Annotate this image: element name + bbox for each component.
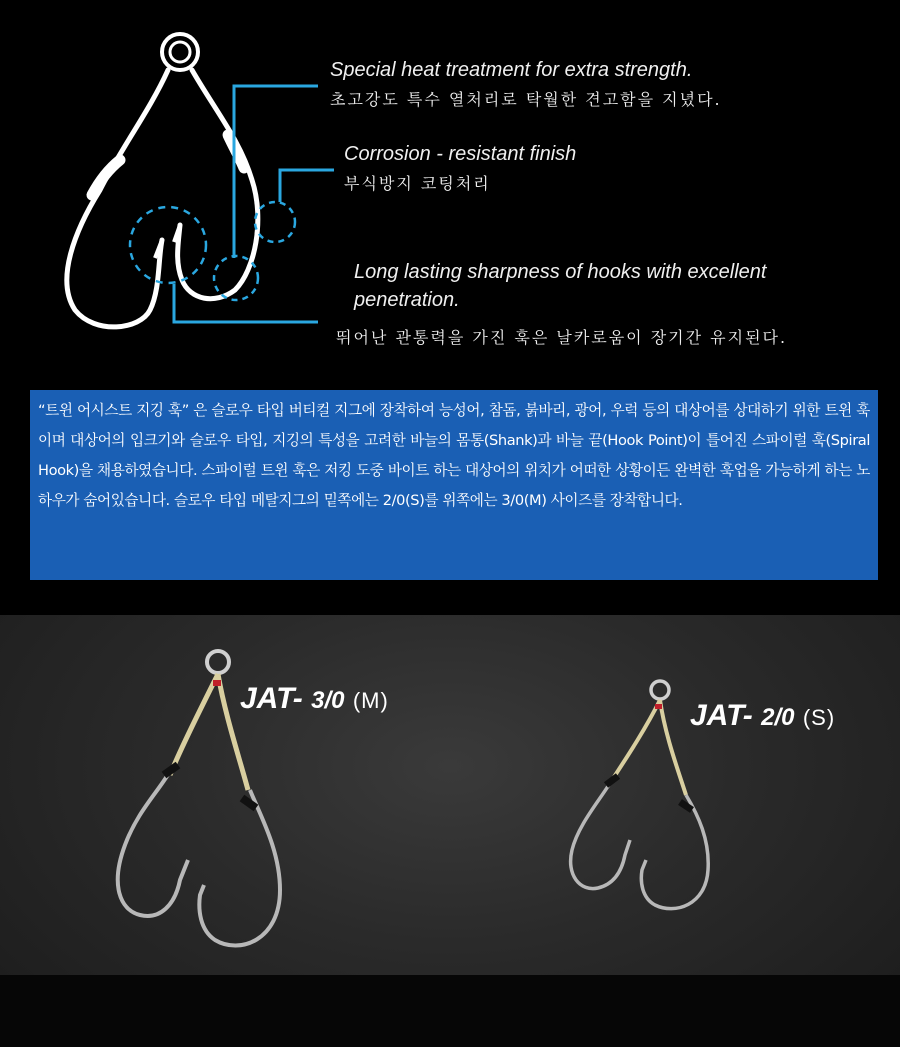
product-label-3-0 (240, 682, 389, 716)
feature-corrosion-ko: 부식방지 코팅처리 (344, 174, 491, 193)
product-size: (M) (352, 688, 389, 713)
feature-sharpness-ko: 뛰어난 관통력을 가진 훅은 날카로움이 장기간 유지된다. (336, 328, 788, 347)
footer-strip (0, 975, 900, 1047)
feature-strength-en: Special heat treatment for extra strength. (330, 59, 693, 81)
feature-corrosion-en: Corrosion - resistant finish (344, 143, 577, 165)
feature-sharpness-en-line1: Long lasting sharpness of hooks with excellent (354, 261, 767, 283)
product-prefix: JAT- (690, 699, 753, 732)
product-label-2-0 (690, 699, 835, 733)
feature-sharpness-en-line2: penetration. (354, 289, 460, 311)
product-number: 3/0 (311, 687, 345, 714)
feature-strength-ko: 초고강도 특수 열처리로 탁월한 견고함을 지녔다. (330, 90, 722, 109)
description-text: “트윈 어시스트 지깅 훅” 은 슬로우 타입 버티컬 지그에 장착하여 능성어, 참돔, 붉바리, 광어, 우럭 등의 대상어를 상대하기 위한 트윈 훅이며 대상어의 입크기와 슬로우 타입, 지깅의 특성을 고려한 바늘의 몸통(Shank)과 바늘 끝(Hook Point)이 틀어진 스파이럴 훅(Spiral Hook)을 채용하였습니다. 스파이럴 트윈 훅은 저킹 도중 바이트 하는 대상어의 위치가 어떠한 상황이든 완벽한 훅업을 가능하게 하는 노하우가 숨어있습니다. 슬로우 타입 메탈지그의 밑쪽에는 2/0(S)를 위쪽에는 3/0(M) 사이즈를 장착합니다. (38, 402, 870, 509)
product-prefix: JAT- (240, 682, 303, 715)
product-size: (S) (802, 705, 836, 730)
product-number: 2/0 (761, 704, 795, 731)
